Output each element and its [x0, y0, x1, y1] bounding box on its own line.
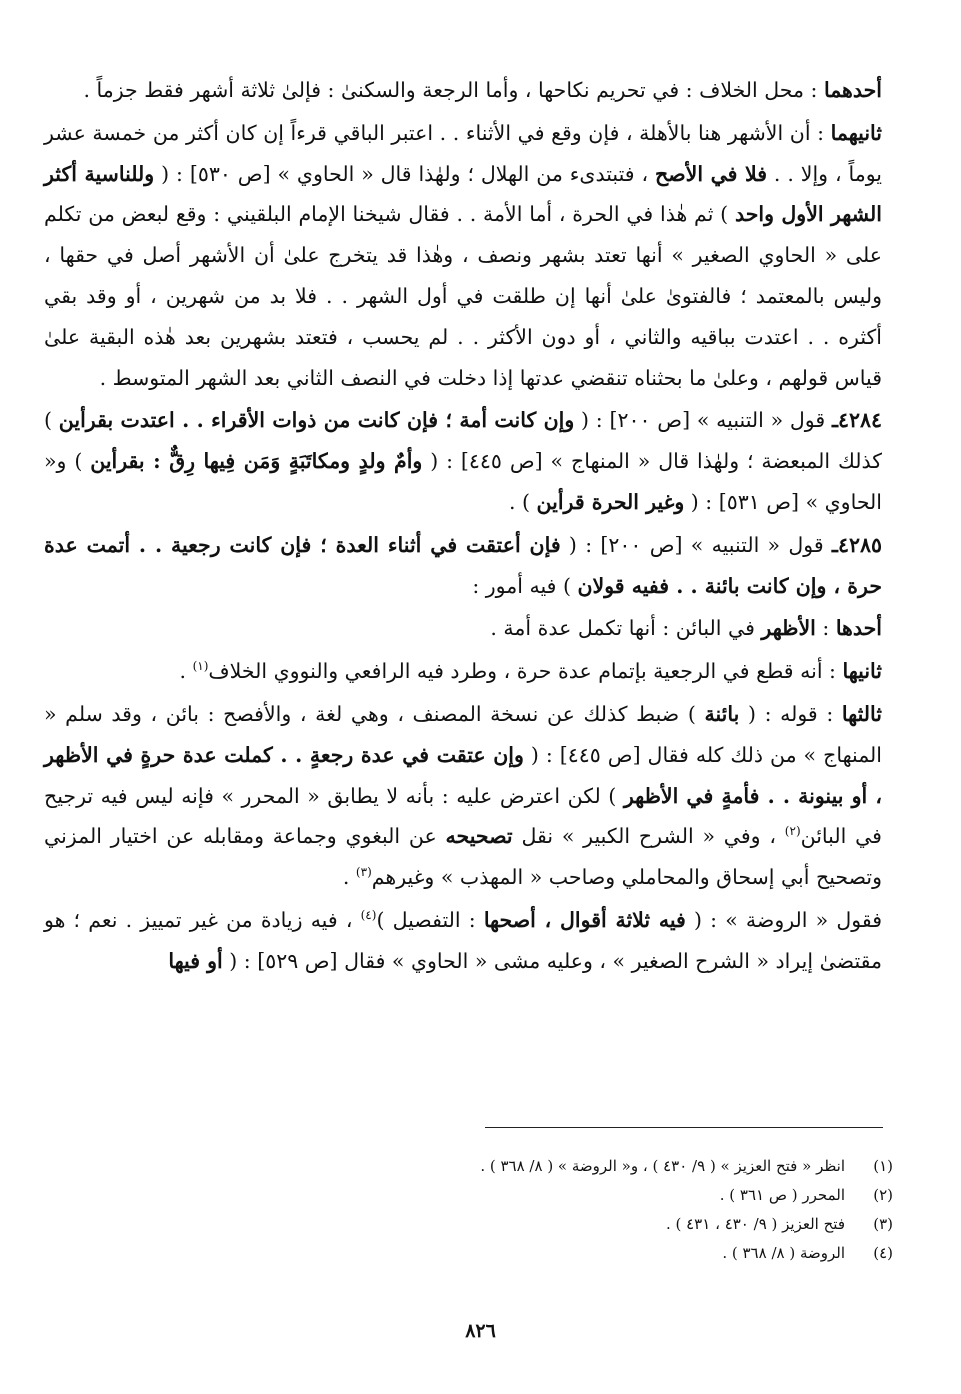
bold-quote: وإن كانت أمة ؛ فإن كانت من ذوات الأقراء . . اعتدت بقرأين [58, 408, 575, 433]
paragraph-text: ) ثم هٰذا في الحرة ، أما الأمة . . فقال شيخنا الإمام البلقيني : وقع لبعض من تكلم على « الحاوي الصغير » أنها تعتد بشهر ونصف ، وهٰذا قد يتخرج علىٰ أن الأشهر أصل في حقها ، وليس بالمعتمد ؛ فالفتوىٰ علىٰ أنها إن طلقت في أول الشهر . . فلا بد من شهرين ، أو وقد بقي أكثره . . اعتدت بباقيه والثاني ، أو دون الأكثر . . لم يحسب ، فتعتد بشهرين بعد هٰذه البقية علىٰ قياس قولهم ، وعلىٰ ما بحثناه تنقضي عدتها إذا دخلت في النصف الثاني بعد الشهر المتوسط . [44, 202, 882, 390]
bold-quote: أو فيها [168, 948, 223, 973]
paragraph-text: : قوله : ( [739, 701, 842, 726]
lead-word: أحدهما [823, 78, 882, 102]
paragraph-text: ، وفي « الشرح الكبير » نقل [512, 824, 785, 849]
paragraph-text: ) ضبط كذلك عن نسخة المصنف ، وهي لغة ، والأفصح : بائن ، وقد سلم « المنهاج » من ذلك كله فقال [ص ٤٤٥] : ( [44, 701, 882, 767]
paragraph-second-point [44, 113, 882, 399]
paragraph-rawda-quote [44, 900, 882, 982]
footnote-number: (٤) [873, 1244, 893, 1262]
paragraph-text: : محل الخلاف : في تحريم نكاحها ، وأما الرجعة والسكنىٰ : فإلىٰ ثلاثة أشهر فقط جزماً . [83, 78, 824, 102]
footnote [300, 1239, 893, 1268]
paragraph-text: . [179, 659, 193, 684]
bold-quote: وغير الحرة قرأين [536, 489, 685, 514]
paragraph-text: ) كذلك المبعضة ؛ ولهٰذا قال « المنهاج » [ص ٤٤٥] : ( [44, 408, 882, 474]
item-number: ٤٢٨٤ـ [831, 408, 883, 433]
paragraph-text: : أنه قطع في الرجعية بإتمام عدة حرة ، وطرد فيه الرافعي والنووي الخلاف [208, 659, 843, 684]
bold-quote: فإن أعتقت في أثناء العدة ؛ فإن كانت رجعية . . أتمت عدة حرة ، وإن كانت بائنة . . ففيه قولان [44, 532, 882, 598]
bold-phrase: الأظهر [761, 616, 816, 641]
paragraph-item-4285 [44, 525, 882, 607]
paragraph-text: قول « التنبيه » [ص ٢٠٠] : ( [574, 408, 832, 433]
footnote-number: (١) [873, 1157, 893, 1175]
paragraph-text: ، فيه زيادة من غير تمييز . نعم ؛ هو مقتضىٰ إيراد « الشرح الصغير » ، وعليه مشى « الحاوي » فقال [ص ٥٢٩] : ( [44, 907, 882, 973]
paragraph-issue-one [44, 608, 882, 649]
footnote-text: انظر « فتح العزيز » ( ٩/ ٤٣٠ ) ، و« الروضة » ( ٨/ ٣٦٨ ) . [480, 1157, 845, 1175]
bold-phrase: فلا في الأصح [655, 161, 768, 186]
footnote [300, 1181, 893, 1210]
footnote-ref: (٤) [360, 908, 377, 923]
footnote-separator [485, 1127, 883, 1128]
page-number: ٨٢٦ [465, 1320, 496, 1342]
paragraph-text: : التفصيل ) [376, 907, 484, 932]
paragraph-text: ، فتبتدىء من الهلال ؛ ولهٰذا قال « الحاوي » [ص ٥٣٠] : ( [154, 161, 656, 186]
lead-word: ثانيها [842, 659, 882, 684]
paragraph-first-point [44, 70, 882, 111]
paragraph-text: : [815, 616, 836, 641]
footnote [300, 1210, 893, 1239]
footnotes [300, 1152, 893, 1268]
lead-word: ثانيهما [830, 120, 882, 145]
paragraph-text: ) . [508, 489, 537, 514]
footnote-text: فتح العزيز ( ٩/ ٤٣٠ ، ٤٣١ ) . [665, 1215, 845, 1233]
paragraph-text: عن البغوي وجماعة ومقابله عن اختيار المزني وتصحيح أبي إسحاق والمحاملي وصاحب « المهذب » وغيرهم [44, 824, 882, 890]
paragraph-text: . [342, 865, 356, 890]
lead-word: أحدها [835, 616, 882, 641]
footnote-text: المحرر ( ص ٣٦١ ) . [719, 1186, 845, 1204]
paragraph-text: فقول « الروضة » : ( [685, 907, 882, 932]
lead-word: ثالثها [841, 701, 882, 726]
bold-quote: فيه ثلاثة أقوال ، أصحها [483, 907, 686, 932]
footnote-number: (٣) [873, 1215, 893, 1233]
paragraph-issue-three [44, 694, 882, 898]
bold-quote: بائنة [704, 701, 740, 726]
footnote-ref: (٢) [784, 824, 801, 839]
bold-quote: وإن عتقت في عدة رجعةٍ . . كملت عدة حرةٍ في الأظهر ، أو بينونة . . فأمةٍ في الأظهر [44, 742, 882, 808]
footnote-number: (٢) [873, 1186, 893, 1204]
paragraph-issue-two [44, 651, 882, 692]
paragraph-text: ) لكن اعترض عليه : بأنه لا يطابق « المحرر » فإنه ليس فيه ترجيح في البائن [44, 783, 882, 849]
paragraph-text: : أن الأشهر هنا بالأهلة ، فإن وقع في الأثناء . . اعتبر الباقي قرءاً إن كان أكثر من خمسة عشر يوماً ، وإلا . . [44, 120, 883, 186]
footnote-text: الروضة ( ٨/ ٣٦٨ ) . [722, 1244, 845, 1262]
footnote-ref: (١) [192, 659, 209, 674]
paragraph-text: ) و« الحاوي » [ص ٥٣١] : ( [44, 449, 882, 514]
bold-quote: وللناسية أكثر الشهر الأول واحد [44, 161, 882, 227]
bold-quote: وأمٌ ولدٍ ومكاتَبَةٍ وَمَن فِيها رِقٌّ : بقرأين [90, 449, 423, 474]
item-number: ٤٢٨٥ـ [831, 532, 882, 557]
page-body [44, 70, 882, 984]
bold-phrase: تصحيحه [445, 824, 513, 849]
footnote-ref: (٣) [355, 865, 372, 880]
paragraph-text: ) فيه أمور : [472, 573, 578, 598]
paragraph-text: في البائن : أنها تكمل عدة أمة . [490, 616, 762, 641]
footnote [300, 1152, 893, 1181]
paragraph-item-4284 [44, 400, 882, 522]
paragraph-text: قول « التنبيه » [ص ٢٠٠] : ( [560, 532, 832, 557]
